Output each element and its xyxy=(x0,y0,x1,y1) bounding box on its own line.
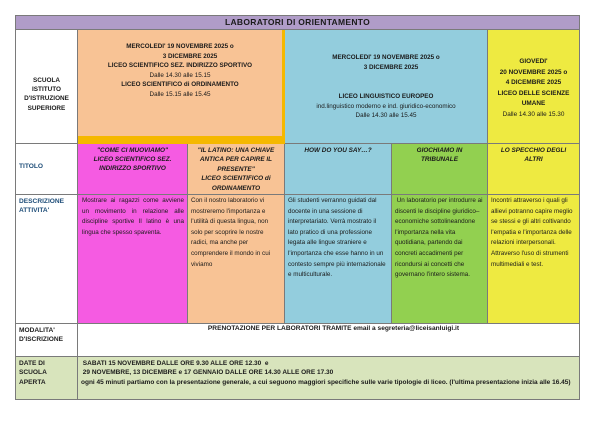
description-il-latino xyxy=(188,195,285,324)
header-time: Dalle 14.30 alle 15.15 xyxy=(149,71,211,79)
header-time: Dalle 14.30 alle 15.45 xyxy=(355,112,417,120)
description-giochiamo-in-tribunale xyxy=(392,195,488,324)
title-line: GIOCHIAMO IN xyxy=(416,147,463,154)
title-come-ci-muoviamo xyxy=(78,144,188,195)
label-line: ISTITUTO xyxy=(32,86,61,94)
description-text: Gli studenti verranno guidati dal docente in una sessione di interpretariato. Verrà mostrato il lato pratico di una professione legata alle lingue straniere e l'importanza che esse hanno in un contesto sempre più internazionale e multiculturale. xyxy=(288,197,386,279)
header-indirizzi: ind.linguistico moderno e ind. giuridico-economico xyxy=(316,102,456,110)
label-text: TITOLO xyxy=(19,163,44,170)
registration-text: PRENOTAZIONE PER LABORATORI TRAMITE email a segreteria@liceisanluigi.it xyxy=(207,325,460,332)
row-label-descrizione xyxy=(15,195,78,324)
header-date-line: MERCOLEDI' 19 NOVEMBRE 2025 o xyxy=(126,43,234,50)
header-date-line: 3 DICEMBRE 2025 xyxy=(363,63,419,71)
description-text: Mostrare ai ragazzi come avviene un movimento in relazione alle discipline sportive Il latino è una lingua che spesso spaventa. xyxy=(82,197,184,236)
open-day-note: ogni 45 minuti partiamo con la presentazione generale, a cui seguono maggiori specifiche sulle varie tipologie di liceo. (l'ultima presentazione inizia alle 16.45) xyxy=(81,378,571,386)
title-line: LICEO SCIENTIFICO di xyxy=(201,175,271,183)
orientation-table xyxy=(15,15,580,400)
title-line: HOW DO YOU SAY…? xyxy=(304,147,372,154)
title-line: "COME CI MUOVIAMO" xyxy=(96,147,169,154)
open-day-line: 29 NOVEMBRE, 13 DICEMBRE e 17 GENNAIO DALLE ORE 14.30 ALLE ORE 17.30 xyxy=(81,369,334,377)
row-label-date xyxy=(15,357,78,400)
label-line: D'ISCRIZIONE xyxy=(19,336,64,343)
open-day-line: SABATI 15 NOVEMBRE DALLE ORE 9.30 ALLE ORE 12.30 e xyxy=(81,360,269,367)
title-giochiamo-in-tribunale xyxy=(392,144,488,195)
header-liceo-scientifico xyxy=(78,30,285,144)
label-line: MODALITA' xyxy=(19,327,55,334)
label-line: D'ISTRUZIONE xyxy=(24,95,69,103)
header-school-name: LICEO DELLE SCIENZE xyxy=(497,89,570,97)
header-date-line: 4 DICEMBRE 2025 xyxy=(505,79,562,87)
header-liceo-linguistico xyxy=(285,30,488,144)
title-il-latino xyxy=(188,144,285,195)
description-how-do-you-say xyxy=(285,195,392,324)
row-label-modalita xyxy=(15,324,78,357)
description-text: Con il nostro laboratorio vi mostreremo l'importanza e l'utilità di questa lingua, non solo per scoprire le nostre radici, ma anche per comprendere il mondo in cui viviamo xyxy=(191,197,271,268)
label-line: SCUOLA xyxy=(33,77,60,84)
header-date-line: 20 NOVEMBRE 2025 o xyxy=(499,68,568,76)
row-label-school xyxy=(15,30,78,144)
title-line: PRESENTE" xyxy=(217,165,255,173)
header-school-name: LICEO LINGUISTICO EUROPEO xyxy=(338,93,434,101)
header-time: Dalle 14.30 alle 15.30 xyxy=(502,110,565,118)
title-line: ANTICA PER CAPIRE IL xyxy=(199,156,273,164)
label-line: SCUOLA xyxy=(19,369,47,377)
row-label-titolo xyxy=(15,144,78,195)
registration-info xyxy=(78,324,580,357)
description-text: Un laboratorio per introdurre ai discenti le discipline giuridico–economiche sottolineandone l'importanza nella vita quotidiana, partendo dai concreti accadimenti per ricondursi ai concetti che governano l'intero sistema. xyxy=(395,197,485,279)
title-line: ALTRI xyxy=(524,156,543,164)
description-text: Incontri attraverso i quali gli allievi potranno capire meglio se stessi e gli altri coltivando l'empatia e l'importanza delle relazioni interpersonali. Attraverso l'uso di strumenti multimediali e test. xyxy=(491,197,573,268)
header-day: GIOVEDI' xyxy=(519,58,548,65)
header-school-name: LICEO SCIENTIFICO SEZ. INDIRIZZO SPORTIVO xyxy=(107,62,253,70)
label-line: DATE DI xyxy=(19,360,45,367)
description-come-ci-muoviamo xyxy=(78,195,188,324)
header-date-line: 3 DICEMBRE 2025 xyxy=(162,52,218,60)
header-time: Dalle 15.15 alle 15.45 xyxy=(149,90,211,98)
title-line: TRIBUNALE xyxy=(421,156,458,164)
header-school-name: LICEO SCIENTIFICO di ORDINAMENTO xyxy=(121,81,239,89)
description-lo-specchio-degli-altri xyxy=(488,195,580,324)
table-title: LABORATORI DI ORIENTAMENTO xyxy=(15,15,580,30)
title-line: LICEO SCIENTIFICO SEZ. xyxy=(93,156,172,164)
title-how-do-you-say xyxy=(285,144,392,195)
open-school-dates xyxy=(78,357,580,400)
title-line: INDIRIZZO SPORTIVO xyxy=(99,165,166,173)
header-liceo-scienze-umane xyxy=(488,30,580,144)
label-line: DESCRIZIONE xyxy=(19,198,65,205)
title-line: "IL LATINO: UNA CHIAVE xyxy=(197,147,275,154)
header-school-name: UMANE xyxy=(521,100,546,108)
title-line: ORDINAMENTO xyxy=(211,184,261,192)
title-lo-specchio-degli-altri xyxy=(488,144,580,195)
title-line: LO SPECCHIO DEGLI xyxy=(500,147,567,154)
label-line: SUPERIORE xyxy=(27,104,66,112)
header-date-line: MERCOLEDI' 19 NOVEMBRE 2025 o xyxy=(332,54,440,61)
label-line: ATTIVITA' xyxy=(19,207,50,214)
label-line: APERTA xyxy=(19,378,46,386)
